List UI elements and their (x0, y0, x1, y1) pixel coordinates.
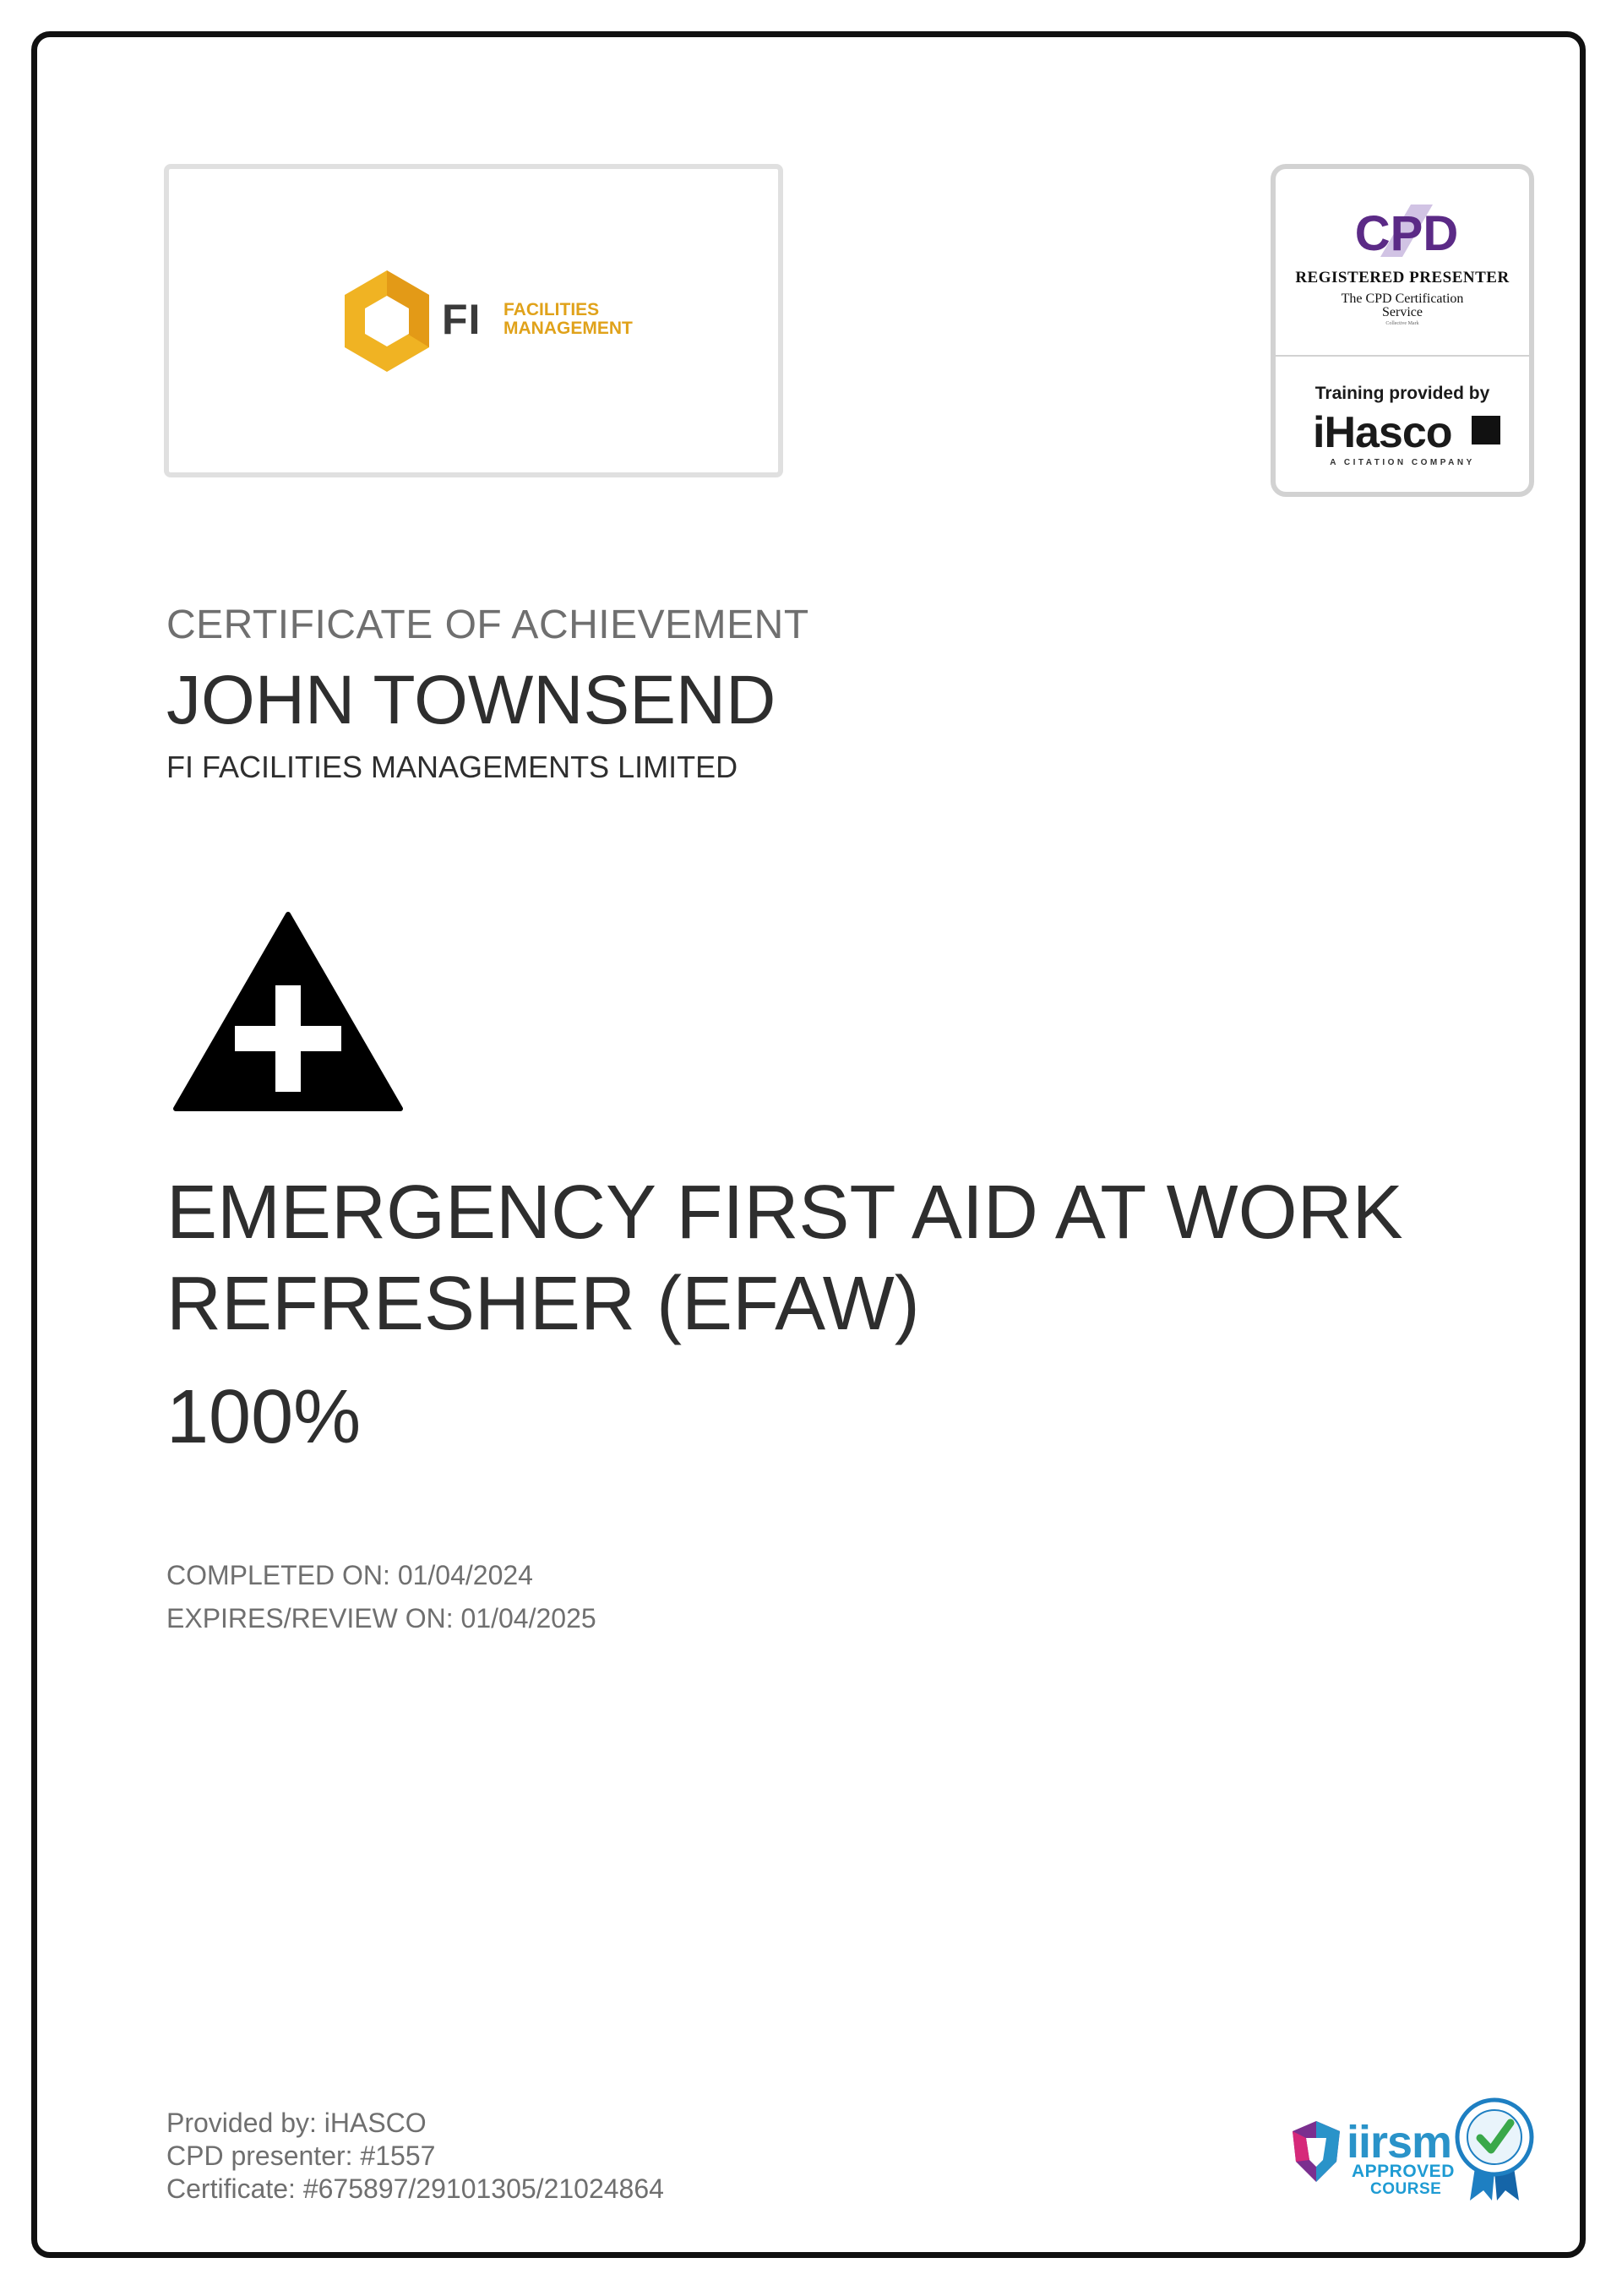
approved-course-seal-icon (1455, 2097, 1534, 2202)
certificate-frame (31, 31, 1586, 2258)
learner-company: FI FACILITIES MANAGEMENTS LIMITED (166, 750, 738, 784)
certificate-number: Certificate: #675897/29101305/21024864 (166, 2173, 664, 2204)
provided-by: Provided by: iHASCO (166, 2108, 427, 2138)
fi-word-management: MANAGEMENT (503, 319, 633, 338)
ihasco-square-icon (1472, 416, 1500, 444)
course-score: 100% (166, 1375, 362, 1459)
hexagon-logo-icon (340, 267, 434, 375)
iirsm-text: iirsm (1347, 2117, 1452, 2168)
course-title (166, 1167, 1560, 1350)
citation-company: A CITATION COMPANY (1330, 458, 1475, 467)
course-title-line2: REFRESHER (EFAW) (166, 1262, 920, 1346)
first-aid-warning-triangle-icon (171, 909, 406, 1114)
cpd-logo-icon (1352, 203, 1461, 259)
expiry-date: EXPIRES/REVIEW ON: 01/04/2025 (166, 1603, 596, 1633)
badge-divider (1276, 355, 1529, 357)
course-title-line1: EMERGENCY FIRST AID AT WORK (166, 1170, 1403, 1255)
cpd-presenter-number: CPD presenter: #1557 (166, 2141, 436, 2171)
iirsm-approved-text: APPROVED (1352, 2162, 1455, 2181)
fi-word-facilities: FACILITIES (503, 300, 600, 319)
iirsm-approved-badge (1289, 2097, 1543, 2216)
cpd-service-line1: The CPD Certification (1341, 292, 1464, 306)
fi-facilities-management-logo (340, 267, 633, 377)
ihasco-logo-text: iHasco (1313, 408, 1452, 457)
certificate-label: CERTIFICATE OF ACHIEVEMENT (166, 603, 809, 647)
iirsm-shield-icon (1289, 2119, 1343, 2184)
company-logo-box (164, 164, 783, 477)
cpd-service-line2: Service (1382, 305, 1423, 319)
completed-date: COMPLETED ON: 01/04/2024 (166, 1560, 533, 1590)
cpd-registered-presenter: REGISTERED PRESENTER (1295, 269, 1510, 286)
cpd-mark-text: CPD (1354, 206, 1459, 259)
cpd-ihasco-badge (1271, 164, 1534, 497)
fi-letters: FI (442, 296, 482, 343)
cpd-certification-service (1276, 292, 1529, 319)
learner-name: JOHN TOWNSEND (166, 662, 776, 739)
training-provided-by: Training provided by (1314, 384, 1490, 403)
iirsm-course-text: COURSE (1370, 2180, 1442, 2198)
cpd-collective-mark: Collective Mark (1385, 321, 1419, 326)
fi-words (503, 301, 633, 338)
